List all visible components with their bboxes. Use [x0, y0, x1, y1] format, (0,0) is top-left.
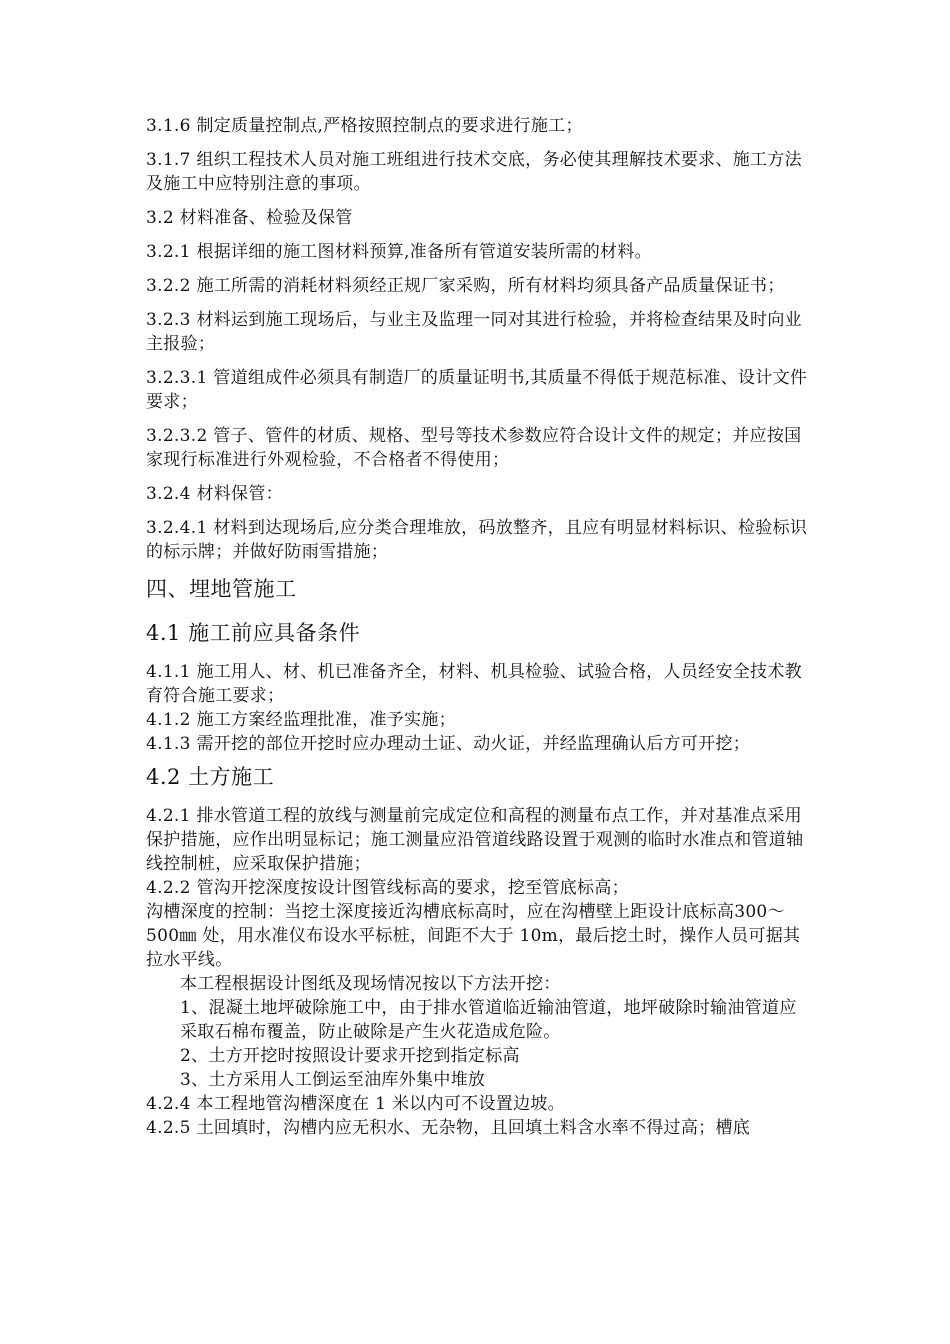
paragraph-3-2-1: 3.2.1 根据详细的施工图材料预算,准备所有管道安装所需的材料。 [146, 242, 652, 262]
list-item-method-1: 1、混凝土地坪破除施工中，由于排水管道临近输油管道，地坪破除时输油管道应采取石棉布覆盖，防止破除是产生火花造成危险。 [180, 998, 797, 1042]
paragraph-4-1-3: 4.1.3 需开挖的部位开挖时应办理动土证、动火证，并经监理确认后方可开挖； [146, 734, 751, 754]
heading-3-2: 3.2 材料准备、检验及保管 [146, 208, 353, 228]
paragraph-4-2-4: 4.2.4 本工程地管沟槽深度在 1 米以内可不设置边坡。 [146, 1094, 565, 1114]
paragraph-3-2-3-2: 3.2.3.2 管子、管件的材质、规格、型号等技术参数应符合设计文件的规定；并应按国家现行标准进行外观检验，不合格者不得使用； [146, 426, 802, 470]
document-body [146, 114, 810, 1140]
paragraph-4-2-5: 4.2.5 土回填时，沟槽内应无积水、无杂物，且回填土料含水率不得过高；槽底 [146, 1118, 751, 1138]
paragraph-4-1-1: 4.1.1 施工用人、材、机已准备齐全，材料、机具检验、试验合格，人员经安全技术教育符合施工要求； [146, 662, 802, 706]
paragraph-3-1-6: 3.1.6 制定质量控制点,严格按照控制点的要求进行施工； [146, 116, 583, 136]
paragraph-excavation-method: 本工程根据设计图纸及现场情况按以下方法开挖： [180, 974, 561, 994]
paragraph-3-1-7: 3.1.7 组织工程技术人员对施工班组进行技术交底，务必使其理解技术要求、施工方法及施工中应特别注意的事项。 [146, 150, 802, 194]
paragraph-3-2-3-1: 3.2.3.1 管道组成件必须具有制造厂的质量证明书,其质量不得低于规范标准、设计文件要求； [146, 368, 808, 412]
paragraph-4-1-2: 4.1.2 施工方案经监理批准，准予实施； [146, 710, 456, 730]
paragraph-4-2-2: 4.2.2 管沟开挖深度按设计图管线标高的要求，挖至管底标高； [146, 878, 629, 898]
paragraph-trench-depth: 沟槽深度的控制：当挖土深度接近沟槽底标高时，应在沟槽壁上距设计底标高300～500㎜ 处，用水准仪布设水平标桩，间距不大于 10m，最后挖土时，操作人员可据其拉水平线。 [146, 902, 801, 970]
heading-4-1: 4.1 施工前应具备条件 [146, 621, 361, 645]
paragraph-3-2-2: 3.2.2 施工所需的消耗材料须经正规厂家采购，所有材料均须具备产品质量保证书； [146, 276, 785, 296]
paragraph-4-2-1: 4.2.1 排水管道工程的放线与测量前完成定位和高程的测量布点工作，并对基准点采用保护措施，应作出明显标记；施工测量应沿管道线路设置于观测的临时水准点和管道轴线控制桩，应采取保护措施； [146, 806, 804, 874]
paragraph-3-2-4: 3.2.4 材料保管： [146, 484, 283, 504]
paragraph-3-2-3: 3.2.3 材料运到施工现场后，与业主及监理一同对其进行检验，并将检查结果及时向业主报验； [146, 310, 802, 354]
list-item-method-3: 3、土方采用人工倒运至油库外集中堆放 [180, 1070, 486, 1090]
list-item-method-2: 2、土方开挖时按照设计要求开挖到指定标高 [180, 1046, 520, 1066]
paragraph-3-2-4-1: 3.2.4.1 材料到达现场后,应分类合理堆放，码放整齐，且应有明显材料标识、检验标识的标示牌；并做好防雨雪措施； [146, 518, 808, 562]
heading-section-4: 四、埋地管施工 [146, 577, 297, 601]
heading-4-2: 4.2 土方施工 [146, 765, 275, 789]
